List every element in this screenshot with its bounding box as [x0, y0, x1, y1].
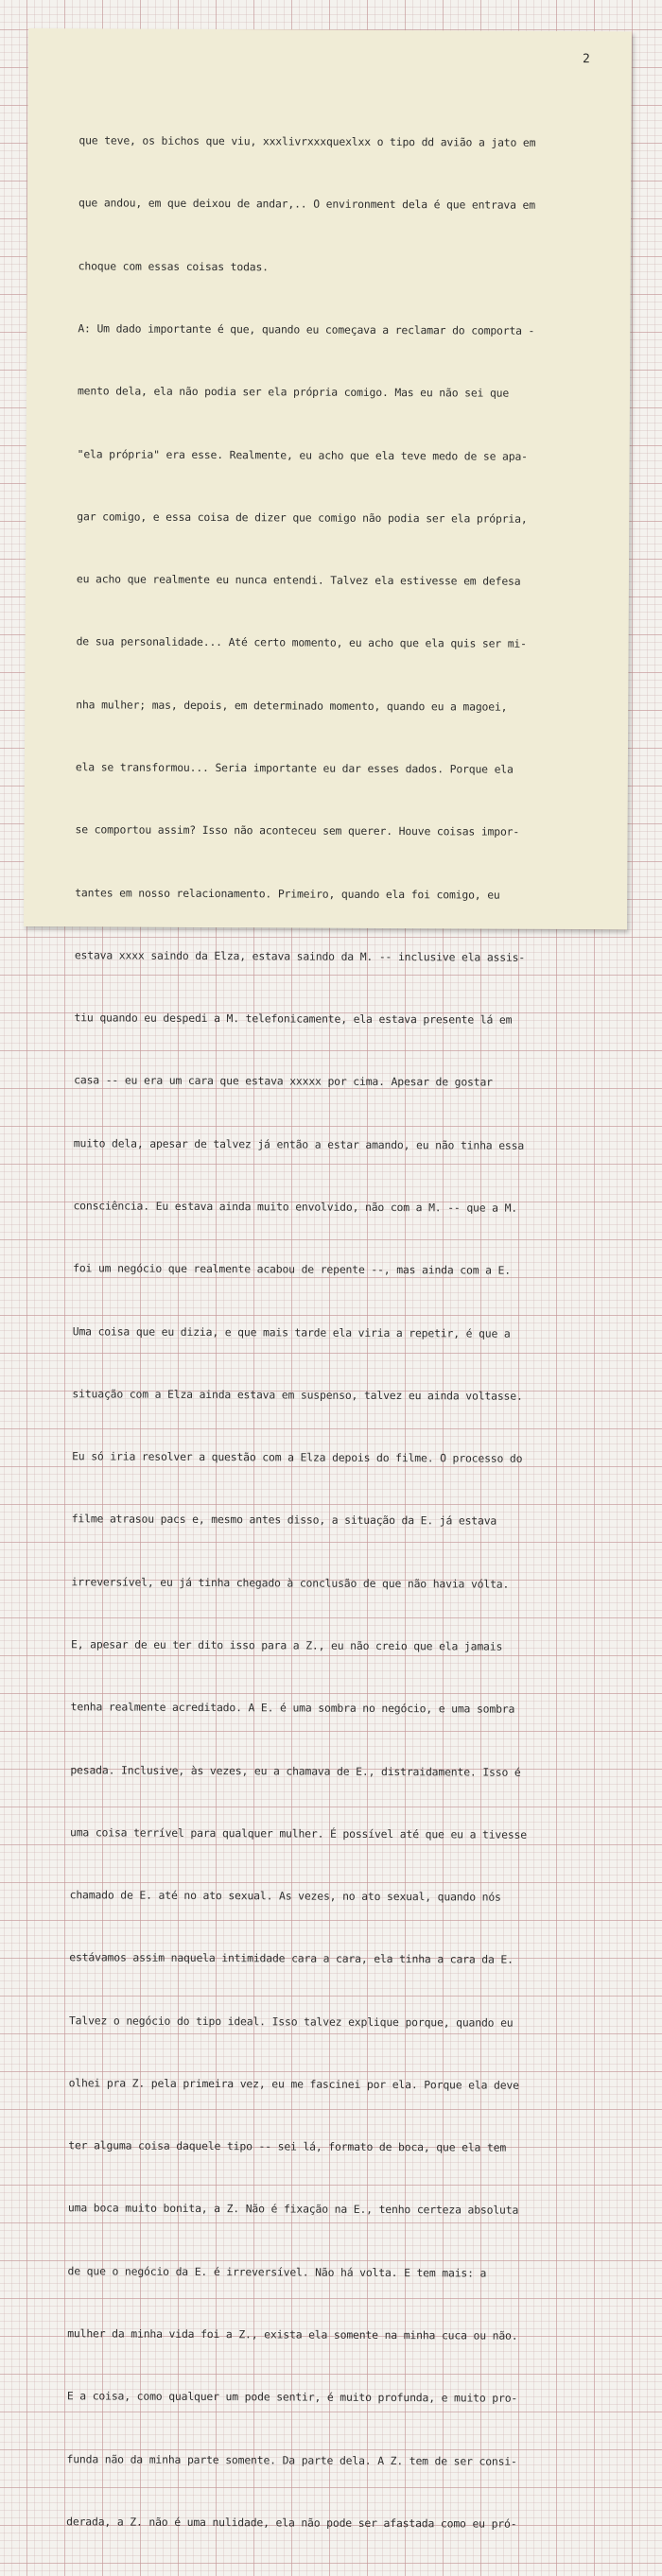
text-line: situação com a Elza ainda estava em suspenso, talvez eu ainda voltasse. [72, 1387, 523, 1403]
text-line: pesada. Inclusive, às vezes, eu a chamava de E., distraidamente. Isso é [70, 1762, 521, 1779]
text-line: de sua personalidade... Até certo momento, eu acho que ela quis ser mi- [76, 634, 527, 651]
text-line: tantes em nosso relacionamento. Primeiro, quando ela foi comigo, eu [75, 885, 500, 902]
text-line: uma coisa terrível para qualquer mulher. É possível até que eu a tivesse [69, 1825, 528, 1841]
text-line: mulher da minha vida foi a Z., exista ela somente na minha cuca ou não. [67, 2326, 518, 2343]
text-line: filme atrasou pacs e, mesmo antes disso, a situação da E. já estava [71, 1512, 497, 1528]
typewritten-page [24, 28, 632, 2531]
text-line: casa -- eu era um cara que estava xxxxx por cima. Apesar de gostar [74, 1073, 493, 1089]
text-line: uma boca muito bonita, a Z. Não é fixação na E., tenho certeza absoluta [67, 2201, 519, 2218]
text-line: E, apesar de eu ter dito isso para a Z., eu não creio que ela jamais [71, 1637, 503, 1653]
text-line: choque com essas coisas todas. [78, 259, 269, 274]
text-line: que teve, os bichos que viu, xxxlivrxxxquexlxx o tipo dd avião a jato em [78, 133, 536, 149]
text-line: gar comigo, e essa coisa de dizer que comigo não podia ser ela própria, [77, 510, 528, 526]
text-line: Uma coisa que eu dizia, e que mais tarde ela viria a repetir, é que a [72, 1323, 511, 1340]
page-number: 2 [582, 52, 590, 67]
text-line: nha mulher; mas, depois, em determinado momento, quando eu a magoei, [76, 697, 508, 714]
text-line: derada, a Z. não é uma nulidade, ela não pode ser afastada como eu pró- [66, 2515, 517, 2531]
text-line: A: Um dado importante é que, quando eu começava a reclamar do comporta - [78, 321, 535, 337]
text-line: ter alguma coisa daquele tipo -- sei lá, formato de boca, que ela tem [68, 2138, 507, 2154]
text-line: que andou, em que deixou de andar,.. O environment dela é que entrava em [78, 196, 536, 213]
text-line: chamado de E. até no ato sexual. As vezes, no ato sexual, quando nós [69, 1888, 501, 1904]
text-line: ela se transformou... Seria importante eu dar esses dados. Porque ela [75, 760, 514, 776]
text-line: tiu quando eu despedi a M. telefonicamente, ela estava presente lá em [74, 1011, 513, 1027]
text-line: Eu só iria resolver a questão com a Elza depois do filme. O processo do [72, 1449, 523, 1465]
text-line: foi um negócio que realmente acabou de repente --, mas ainda com a E. [73, 1261, 512, 1277]
text-line: tenha realmente acreditado. A E. é uma sombra no negócio, e uma sombra [70, 1700, 515, 1716]
text-line: estava xxxx saindo da Elza, estava saindo da M. -- inclusive ela assis- [74, 948, 526, 964]
text-line: "ela própria" era esse. Realmente, eu acho que ela teve medo de se apa- [77, 446, 528, 463]
text-line: se comportou assim? Isso não aconteceu sem querer. Houve coisas impor- [75, 822, 520, 839]
text-line: irreversível, eu já tinha chegado à conclusão de que não havia vólta. [71, 1574, 510, 1591]
text-line: estávamos assim naquela intimidade cara a cara, ela tinha a cara da E. [69, 1950, 514, 1967]
text-line: Talvez o negócio do tipo ideal. Isso talvez explique porque, quando eu [68, 2013, 514, 2030]
text-line: E a coisa, como qualquer um pode sentir, é muito profunda, e muito pro- [66, 2389, 518, 2406]
text-line: olhei pra Z. pela primeira vez, eu me fascinei por ela. Porque ela deve [68, 2076, 519, 2092]
text-line: mento dela, ela não podia ser ela própria comigo. Mas eu não sei que [77, 384, 510, 400]
text-body [66, 88, 628, 2576]
text-line: consciência. Eu estava ainda muito envolvido, não com a M. -- que a M. [73, 1199, 518, 1215]
text-line: muito dela, apesar de talvez já então a estar amando, eu não tinha essa [73, 1135, 525, 1152]
text-line: funda não da minha parte somente. Da parte dela. A Z. tem de ser consi- [66, 2451, 517, 2468]
text-line: de que o negócio da E. é irreversível. Não há volta. E tem mais: a [67, 2264, 487, 2280]
text-line: eu acho que realmente eu nunca entendi. Talvez ela estivesse em defesa [76, 572, 521, 588]
